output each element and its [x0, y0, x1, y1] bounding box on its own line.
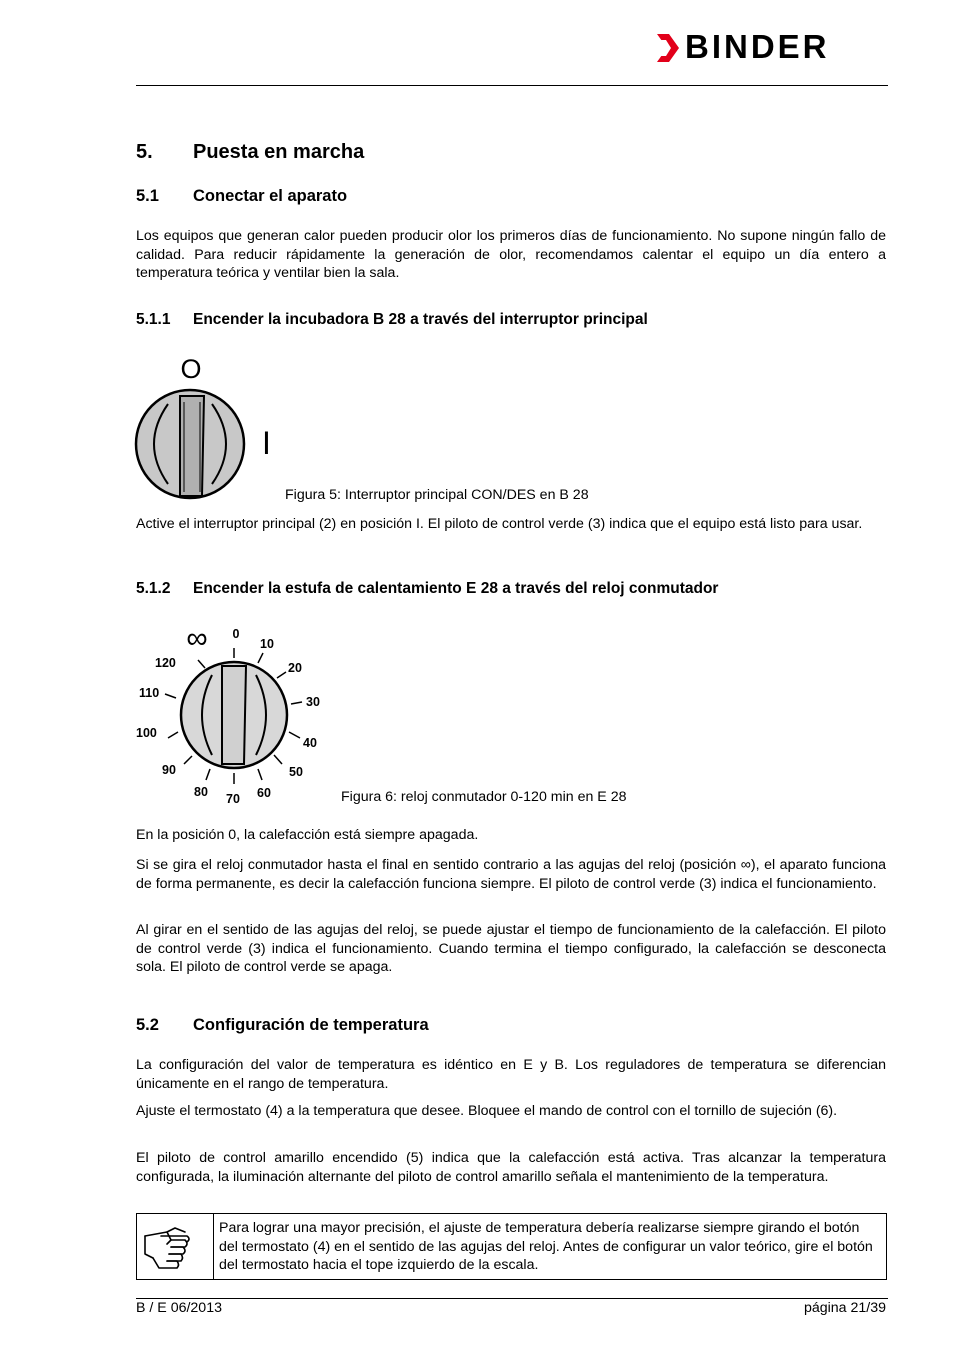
- dial-label-100: 100: [136, 726, 157, 740]
- binder-logo: [655, 30, 887, 66]
- dial-label-80: 80: [194, 785, 208, 799]
- figure-5-caption: Figura 5: Interruptor principal CON/DES en B 28: [285, 487, 589, 503]
- section-5-1-paragraph: Los equipos que generan calor pueden producir olor los primeros días de funcionamiento. No supone ningún fallo de calidad. Para reducir rápidamente la generación de olor, recomendamos calentar el equipo un día entero a temperatura teórica y ventilar bien la sala.: [136, 228, 886, 281]
- dial-label-0: 0: [232, 627, 240, 641]
- figure-6-caption: Figura 6: reloj conmutador 0-120 min en E 28: [341, 789, 627, 805]
- binder-logo-mark-icon: [655, 30, 685, 66]
- section-5-2-title: Configuración de temperatura: [193, 1016, 429, 1034]
- section-5-1-title: Conectar el aparato: [193, 187, 348, 205]
- section-5-1-1-paragraph: Active el interruptor principal (2) en posición I. El piloto de control verde (3) indica que el equipo está listo para usar.: [136, 516, 863, 532]
- section-5-1-2-paragraph-3: Al girar en el sentido de las agujas del reloj, se puede ajustar el tiempo de funcionamiento de la calefacción. El piloto de control verde (3) indica el funcionamiento. Cuando termina el tiempo configurado, la calefacción se desconecta sola. El piloto de control verde se apaga.: [136, 922, 886, 975]
- header-rule: [136, 85, 888, 86]
- note-text: Para lograr una mayor precisión, el ajuste de temperatura debería realizarse siempre girando el botón del termostato (4) en el sentido de las agujas del reloj. Antes de configurar un valor teórico, gire el botón del termostato hacia el tope izquierdo de la escala.: [219, 1220, 873, 1273]
- section-5-heading: [136, 141, 364, 164]
- dial-label-70: 70: [226, 792, 240, 806]
- note-icon-cell: [137, 1214, 214, 1279]
- section-5-title: Puesta en marcha: [193, 141, 365, 163]
- section-5-number: 5.: [136, 141, 153, 163]
- timer-dial-figure: [132, 620, 337, 810]
- dial-label-60: 60: [257, 786, 271, 800]
- dial-label-90: 90: [162, 763, 176, 777]
- section-5-2-paragraph-2: Ajuste el termostato (4) a la temperatura que desee. Bloquee el mando de control con el tornillo de sujeción (6).: [136, 1103, 838, 1119]
- section-5-2-paragraph-3: El piloto de control amarillo encendido (5) indica que la calefacción está activa. Tras alcanzar la temperatura configurada, la iluminación alternante del piloto de control amarillo señala el mantenimiento de la temperatura.: [136, 1150, 886, 1185]
- section-5-2-heading: [136, 1016, 429, 1035]
- dial-label-10: 10: [260, 637, 274, 651]
- section-5-1-1-heading: [136, 311, 648, 329]
- dial-label-50: 50: [289, 765, 303, 779]
- section-5-1-number: 5.1: [136, 187, 159, 205]
- dial-label-infinity: ∞: [186, 622, 208, 655]
- section-5-1-1-number: 5.1.1: [136, 311, 171, 328]
- footer-edition: B / E 06/2013: [136, 1300, 222, 1316]
- switch-on-label: I: [262, 425, 271, 461]
- dial-label-120: 120: [155, 656, 176, 670]
- note-box: [136, 1213, 887, 1280]
- dial-label-20: 20: [288, 661, 302, 675]
- main-switch-figure: [132, 352, 282, 504]
- dial-label-110: 110: [139, 686, 160, 700]
- section-5-2-number: 5.2: [136, 1016, 159, 1034]
- dial-label-40: 40: [303, 736, 317, 750]
- section-5-1-2-title: Encender la estufa de calentamiento E 28 a través del reloj conmutador: [193, 580, 719, 597]
- section-5-1-2-paragraph-1: En la posición 0, la calefacción está siempre apagada.: [136, 827, 479, 843]
- section-5-1-2-heading: [136, 580, 718, 598]
- section-5-1-2-number: 5.1.2: [136, 580, 171, 597]
- section-5-1-2-paragraph-2: Si se gira el reloj conmutador hasta el final en sentido contrario a las agujas del reloj (posición ∞), el aparato funciona de forma permanente, es decir la calefacción funciona siempre. El piloto de control verde (3) indica el funcionamiento.: [136, 857, 886, 892]
- timer-dial-handle: [222, 666, 246, 764]
- pointing-hand-icon: [137, 1214, 213, 1279]
- switch-off-label: O: [180, 354, 202, 384]
- dial-label-30: 30: [306, 695, 320, 709]
- section-5-1-heading: [136, 187, 347, 206]
- section-5-1-1-title: Encender la incubadora B 28 a través del interruptor principal: [193, 311, 648, 328]
- section-5-2-paragraph-1: La configuración del valor de temperatura es idéntico en E y B. Los reguladores de temperatura se diferencian únicamente en el rango de temperatura.: [136, 1057, 886, 1092]
- footer-page-number: página 21/39: [803, 1300, 886, 1316]
- binder-logo-text: BINDER: [685, 28, 830, 65]
- footer-rule: [136, 1298, 888, 1299]
